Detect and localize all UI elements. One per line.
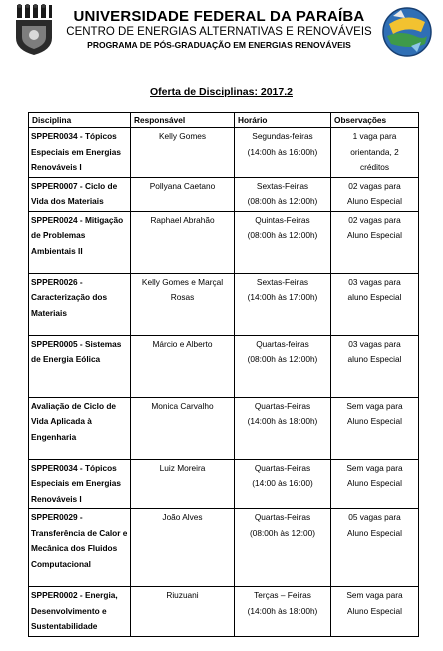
- table-row: [29, 211, 419, 273]
- table-header-row: [29, 113, 419, 128]
- observacoes-line: 03 vagas para: [348, 338, 401, 349]
- horario-time: (08:00h às 12:00h): [247, 230, 318, 240]
- table-row: [29, 273, 419, 335]
- horario-day: Quartas-Feiras: [254, 512, 311, 522]
- horario-cell: [235, 397, 331, 459]
- horario-day: Quartas-Feiras: [254, 462, 311, 473]
- observacoes-line: orientanda, 2: [350, 146, 399, 157]
- responsavel-cell: Monica Carvalho: [131, 397, 235, 459]
- horario-day: Terças – Feiras: [254, 590, 311, 600]
- page-title: Oferta de Disciplinas: 2017.2: [150, 86, 293, 98]
- university-name: UNIVERSIDADE FEDERAL DA PARAÍBA: [73, 8, 365, 25]
- responsavel-cell: João Alves: [131, 509, 235, 587]
- disciplina-cell: SPPER0029 - Transferência de Calor e Mecânica dos Fluidos Computacional: [29, 509, 131, 587]
- horario-cell: [235, 177, 331, 211]
- horario-cell: [235, 459, 331, 509]
- disciplina-cell: SPPER0026 - Caracterização dos Materiais: [29, 273, 131, 335]
- responsavel-cell: Raphael Abrahão: [131, 211, 235, 273]
- observacoes-cell: [331, 177, 419, 211]
- table-row: [29, 177, 419, 211]
- horario-time: (08:00h às 12:00h): [247, 354, 318, 364]
- observacoes-line: Aluno Especial: [347, 478, 402, 488]
- observacoes-line: Sem vaga para: [346, 400, 403, 411]
- observacoes-cell: [331, 273, 419, 335]
- observacoes-cell: [331, 459, 419, 509]
- horario-time: (14:00h às 17:00h): [247, 292, 318, 302]
- horario-time: (14:00h às 18:00h): [247, 416, 318, 426]
- disciplina-cell: SPPER0034 - Tópicos Especiais em Energias Renováveis I: [29, 128, 131, 178]
- table-row: [29, 509, 419, 587]
- disciplina-cell: Avaliação de Ciclo de Vida Aplicada à Engenharia: [29, 397, 131, 459]
- observacoes-line: Sem vaga para: [346, 590, 403, 600]
- observacoes-line: aluno Especial: [347, 292, 402, 302]
- observacoes-cell: [331, 211, 419, 273]
- observacoes-line: aluno Especial: [347, 354, 402, 364]
- responsavel-cell: Pollyana Caetano: [131, 177, 235, 211]
- responsavel-cell: Kelly Gomes e Marçal Rosas: [131, 273, 235, 335]
- observacoes-line: 02 vagas para: [348, 214, 401, 225]
- header-observacoes: Observações: [331, 113, 419, 128]
- observacoes-cell: [331, 587, 419, 637]
- observacoes-line: créditos: [359, 162, 390, 172]
- table-row: [29, 397, 419, 459]
- ufpb-crest-logo: [14, 4, 54, 56]
- observacoes-cell: [331, 509, 419, 587]
- table-row: [29, 587, 419, 637]
- observacoes-line: Sem vaga para: [346, 462, 403, 473]
- header-horario: Horário: [235, 113, 331, 128]
- disciplinas-table: [28, 112, 419, 637]
- observacoes-line: Aluno Especial: [347, 230, 402, 240]
- header-disciplina: Disciplina: [29, 113, 131, 128]
- observacoes-cell: [331, 397, 419, 459]
- disciplina-cell: SPPER0002 - Energia, Desenvolvimento e Sustentabilidade: [29, 587, 131, 637]
- responsavel-cell: Riuzuani: [131, 587, 235, 637]
- centro-name: CENTRO DE ENERGIAS ALTERNATIVAS E RENOVÁVEIS: [66, 26, 372, 38]
- horario-day: Quintas-Feiras: [255, 214, 310, 225]
- horario-time: (14:00h às 16:00h): [247, 146, 318, 157]
- disciplina-cell: SPPER0007 - Ciclo de Vida dos Materiais: [29, 177, 131, 211]
- globe-logo: [381, 6, 433, 58]
- horario-day: Segundas-feiras: [252, 131, 313, 141]
- horario-cell: [235, 211, 331, 273]
- observacoes-line: 02 vagas para: [348, 180, 401, 191]
- programa-name: PROGRAMA DE PÓS-GRADUAÇÃO EM ENERGIAS RENOVÁVEIS: [87, 40, 351, 50]
- responsavel-cell: Luiz Moreira: [131, 459, 235, 509]
- horario-day: Sextas-Feiras: [256, 180, 309, 191]
- observacoes-cell: [331, 128, 419, 178]
- table-row: [29, 459, 419, 509]
- horario-time: (14:00h às 18:00h): [247, 605, 318, 616]
- observacoes-line: Aluno Especial: [347, 605, 402, 616]
- horario-cell: [235, 587, 331, 637]
- observacoes-cell: [331, 335, 419, 397]
- document-header: [0, 0, 443, 70]
- horario-time: (08:00h às 12:00h): [247, 196, 318, 206]
- horario-time: (14:00 às 16:00): [252, 478, 313, 488]
- horario-day: Quartas-feiras: [256, 338, 309, 349]
- responsavel-cell: Márcio e Alberto: [131, 335, 235, 397]
- horario-time: (08:00h às 12:00): [249, 527, 316, 538]
- horario-cell: [235, 128, 331, 178]
- table-row: [29, 128, 419, 178]
- observacoes-line: Aluno Especial: [347, 527, 402, 538]
- horario-cell: [235, 509, 331, 587]
- header-responsavel: Responsável: [131, 113, 235, 128]
- horario-day: Quartas-Feiras: [254, 400, 311, 411]
- table-row: [29, 335, 419, 397]
- horario-cell: [235, 273, 331, 335]
- observacoes-line: 1 vaga para: [352, 131, 397, 141]
- observacoes-line: Aluno Especial: [347, 416, 402, 426]
- observacoes-line: 03 vagas para: [348, 276, 401, 287]
- disciplina-cell: SPPER0034 - Tópicos Especiais em Energias Renováveis I: [29, 459, 131, 509]
- disciplina-cell: SPPER0005 - Sistemas de Energia Eólica: [29, 335, 131, 397]
- responsavel-cell: Kelly Gomes: [131, 128, 235, 178]
- horario-cell: [235, 335, 331, 397]
- horario-day: Sextas-Feiras: [256, 276, 309, 287]
- observacoes-line: Aluno Especial: [347, 196, 402, 206]
- observacoes-line: 05 vagas para: [348, 512, 401, 522]
- disciplina-cell: SPPER0024 - Mitigação de Problemas Ambientais II: [29, 211, 131, 273]
